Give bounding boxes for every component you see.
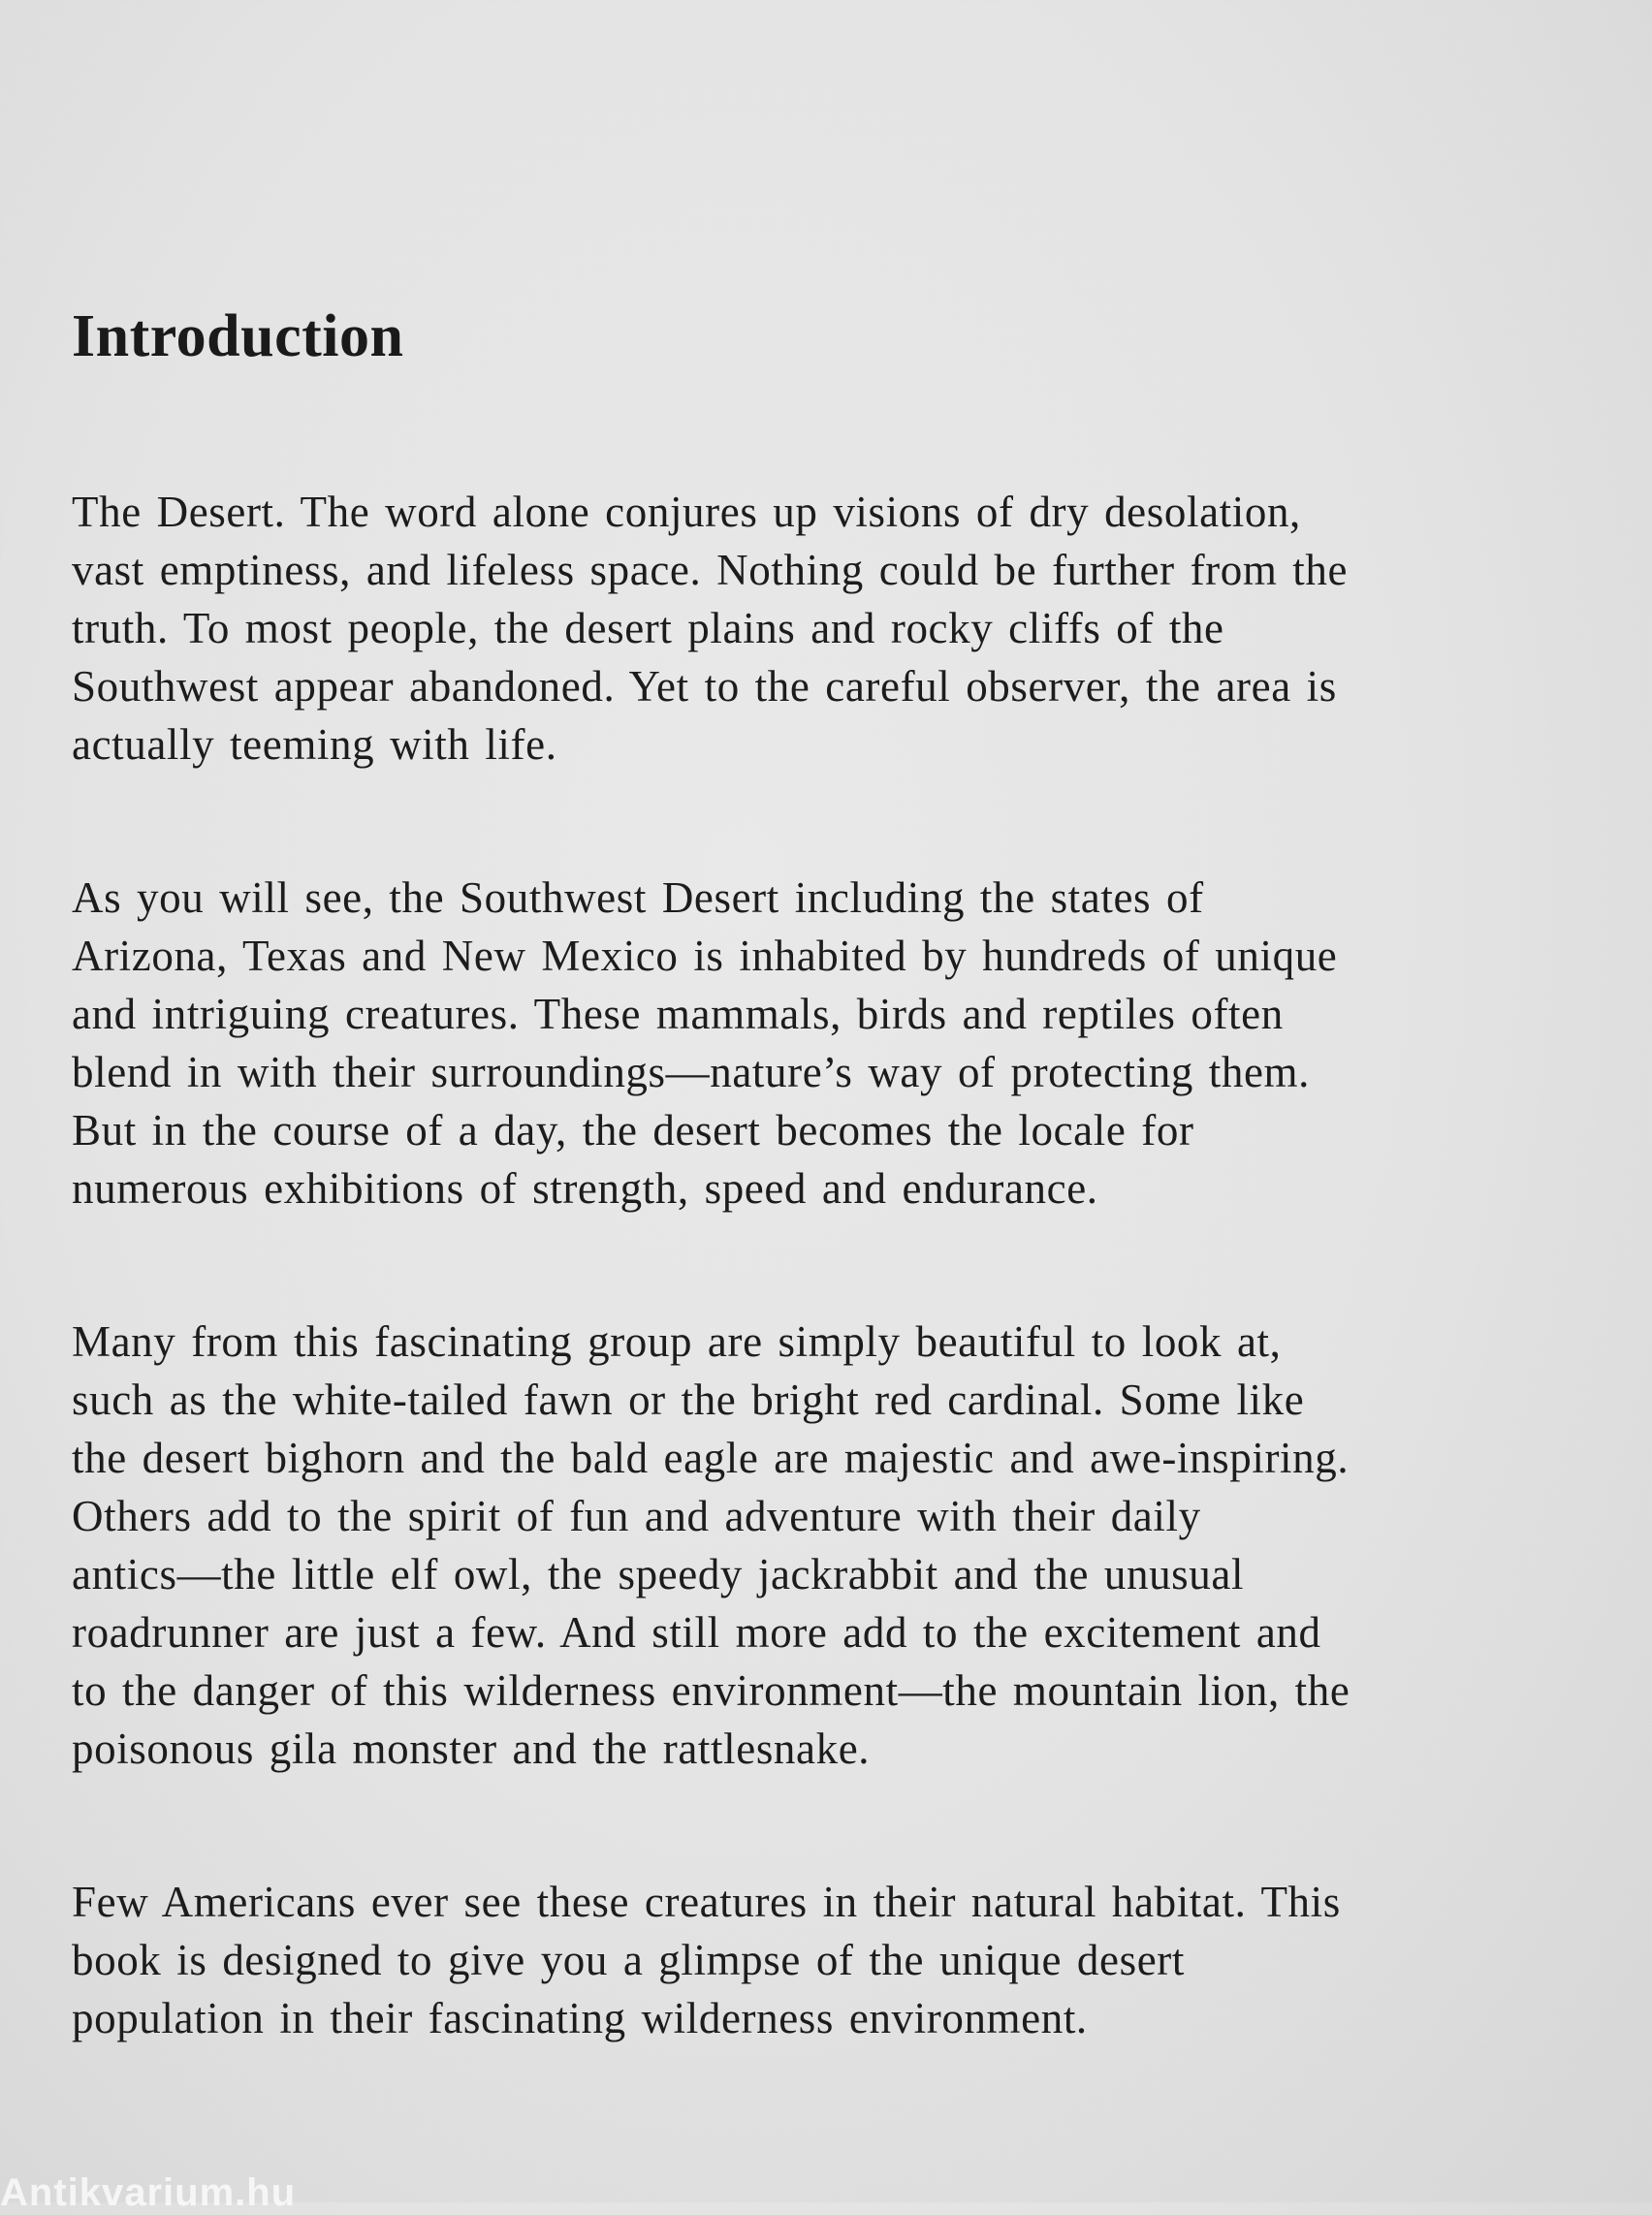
text-line: Few Americans ever see these creatures in their natural habitat. This	[72, 1878, 1341, 1926]
text-line: Arizona, Texas and New Mexico is inhabited by hundreds of unique	[72, 932, 1338, 980]
text-line: Many from this fascinating group are simply beautiful to look at,	[72, 1317, 1282, 1366]
text-line: But in the course of a day, the desert becomes the locale for	[72, 1106, 1194, 1155]
watermark: Antikvarium.hu	[0, 2171, 297, 2214]
text-line: such as the white-tailed fawn or the bright red cardinal. Some like	[72, 1376, 1305, 1424]
text-line: antics—the little elf owl, the speedy jackrabbit and the unusual	[72, 1550, 1245, 1598]
text-line: book is designed to give you a glimpse of the unique desert	[72, 1936, 1185, 1984]
text-line: actually teeming with life.	[72, 720, 557, 769]
text-line: vast emptiness, and lifeless space. Nothing could be further from the	[72, 546, 1349, 594]
text-line: the desert bighorn and the bald eagle are majestic and awe-inspiring.	[72, 1434, 1350, 1482]
text-line: truth. To most people, the desert plains and rocky cliffs of the	[72, 604, 1224, 652]
text-line: Southwest appear abandoned. Yet to the careful observer, the area is	[72, 662, 1337, 711]
paragraph-2	[72, 869, 1584, 1218]
text-line: poisonous gila monster and the rattlesnake.	[72, 1725, 871, 1773]
text-line: blend in with their surroundings—nature’s way of protecting them.	[72, 1048, 1311, 1096]
text-line: The Desert. The word alone conjures up visions of dry desolation,	[72, 488, 1301, 536]
paragraph-3	[72, 1313, 1584, 1778]
page-title: Introduction	[72, 303, 404, 369]
paragraph-1	[72, 483, 1584, 774]
text-line: As you will see, the Southwest Desert including the states of	[72, 873, 1204, 922]
text-line: to the danger of this wilderness environment—the mountain lion, the	[72, 1666, 1350, 1715]
paragraph-4	[72, 1873, 1584, 2047]
text-line: numerous exhibitions of strength, speed and endurance.	[72, 1164, 1098, 1213]
text-line: Others add to the spirit of fun and adventure with their daily	[72, 1492, 1201, 1540]
text-line: roadrunner are just a few. And still more add to the excitement and	[72, 1608, 1321, 1657]
body-text	[72, 483, 1584, 2142]
text-line: and intriguing creatures. These mammals, birds and reptiles often	[72, 990, 1284, 1038]
text-line: population in their fascinating wilderness environment.	[72, 1994, 1088, 2042]
